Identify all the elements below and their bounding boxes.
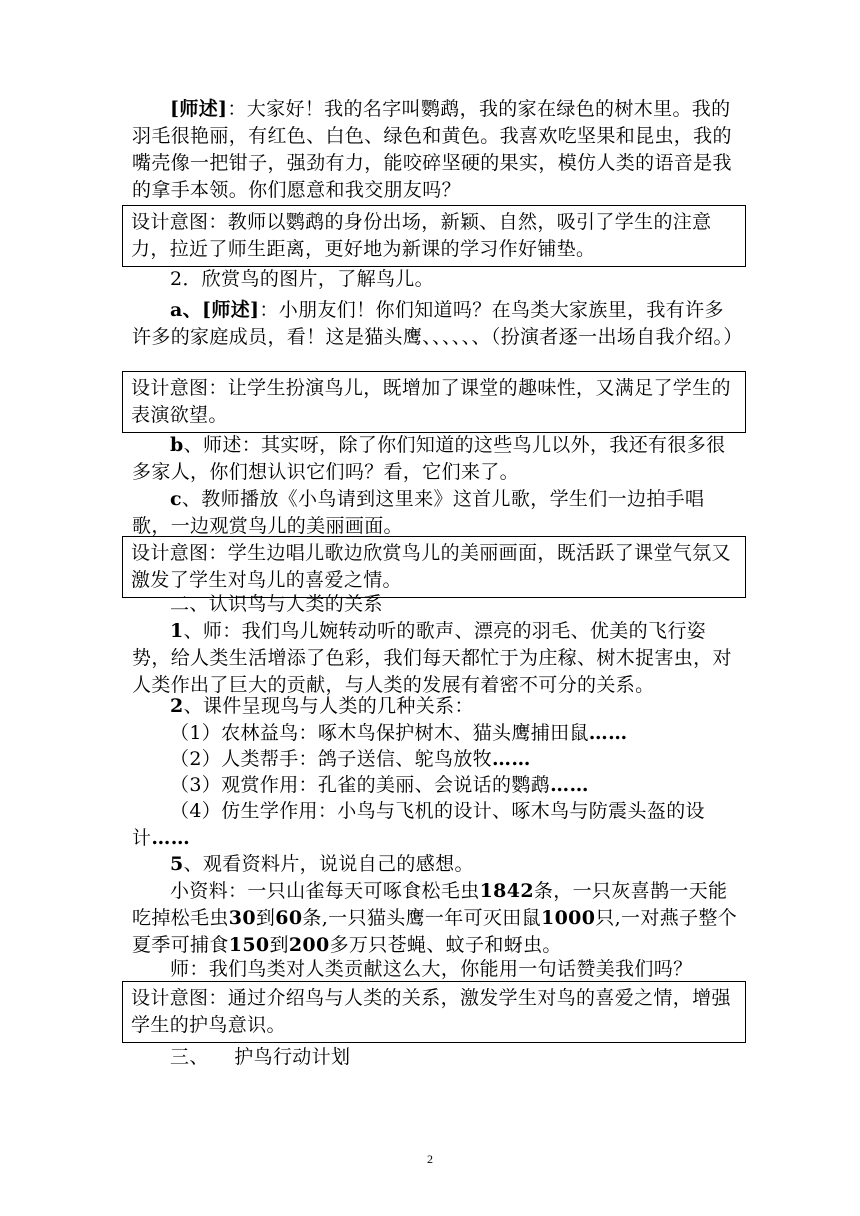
page-number: 2 <box>427 1152 433 1166</box>
item-a-text: ：小朋友们！你们知道吗？在鸟类大家族里，我有许多许多的家庭成员，看！这是猫头鹰、、、、、、（扮演者逐一出场自我介绍。） <box>132 299 743 348</box>
point-2-text: 、课件呈现鸟与人类的几种关系： <box>183 695 474 717</box>
item-c-text: 、教师播放《小鸟请到这里来》这首儿歌，学生们一边拍手唱歌，一边观赏鸟儿的美丽画面。 <box>132 488 705 537</box>
teacher-question: 师：我们鸟类对人类贡献这么大，你能用一句话赞美我们吗？ <box>170 958 693 980</box>
point-1-paragraph <box>132 618 742 699</box>
item-c-label: c <box>170 488 182 510</box>
item-b-paragraph <box>132 432 742 486</box>
section-2-title: 2．欣赏鸟的图片，了解鸟儿。 <box>170 268 434 290</box>
info-paragraph: 小资料：一只山雀每天可啄食松毛虫1842条，一只灰喜鹊一天能吃掉松毛虫30到60条,一只猫头鹰一年可灭田鼠1000只,一对燕子整个夏季可捕食150到200多万只苍蝇、蚊子和蚜虫。 <box>132 880 738 956</box>
relation-item-1: （1）农林益鸟：啄木鸟保护树木、猫头鹰捕田鼠…… <box>170 722 628 744</box>
design-intent-box-1: 设计意图：教师以鹦鹉的身份出场，新颖、自然，吸引了学生的注意力，拉近了师生距离，更好地为新课的学习作好铺垫。 <box>122 205 746 267</box>
item-a-label: a、[师述] <box>170 299 260 321</box>
design-intent-box-3: 设计意图：学生边唱儿歌边欣赏鸟儿的美丽画面，既活跃了课堂气氛又激发了学生对鸟儿的喜爱之情。 <box>122 536 746 598</box>
speaker-label: [师述] <box>170 98 228 120</box>
relation-item-4: （4）仿生学作用：小鸟与飞机的设计、啄木鸟与防震头盔的设计…… <box>132 800 705 849</box>
point-5-label: 5 <box>170 853 184 875</box>
intro-text: ：大家好！我的名字叫鹦鹉，我的家在绿色的树木里。我的羽毛很艳丽，有红色、白色、绿色和黄色。我喜欢吃坚果和昆虫，我的嘴壳像一把钳子，强劲有力，能咬碎坚硬的果实，模仿人类的语音是我的拿手本领。你们愿意和我交朋友吗？ <box>132 98 732 201</box>
item-c-paragraph <box>132 486 742 540</box>
point-2-label: 2 <box>170 695 184 717</box>
part-3-title: 三、 护鸟行动计划 <box>170 1046 351 1068</box>
point-5-paragraph <box>132 851 742 878</box>
relation-item-3: （3）观赏作用：孔雀的美丽、会说话的鹦鹉…… <box>170 774 589 796</box>
point-1-label: 1 <box>170 620 184 642</box>
point-2-paragraph <box>132 693 742 720</box>
part-2-title: 二、认识鸟与人类的关系 <box>170 593 383 615</box>
item-b-text: 、师述：其实呀，除了你们知道的这些鸟儿以外，我还有很多很多家人，你们想认识它们吗？看，它们来了。 <box>132 434 726 483</box>
design-intent-box-4: 设计意图：通过介绍鸟与人类的关系，激发学生对鸟的喜爱之情，增强学生的护鸟意识。 <box>122 981 746 1043</box>
point-1-text: 、师：我们鸟儿婉转动听的歌声、漂亮的羽毛、优美的飞行姿势，给人类生活增添了色彩，我们每天都忙于为庄稼、树木捉害虫，对人类作出了巨大的贡献，与人类的发展有着密不可分的关系。 <box>132 620 732 696</box>
point-5-text: 、观看资料片，说说自己的感想。 <box>183 853 474 875</box>
item-b-label: b <box>170 434 184 456</box>
intro-paragraph <box>132 96 742 204</box>
item-a-paragraph <box>132 297 742 351</box>
relation-item-2: （2）人类帮手：鸽子送信、鸵鸟放牧…… <box>170 748 531 770</box>
design-intent-box-2: 设计意图：让学生扮演鸟儿，既增加了课堂的趣味性，又满足了学生的表演欲望。 <box>122 371 746 433</box>
